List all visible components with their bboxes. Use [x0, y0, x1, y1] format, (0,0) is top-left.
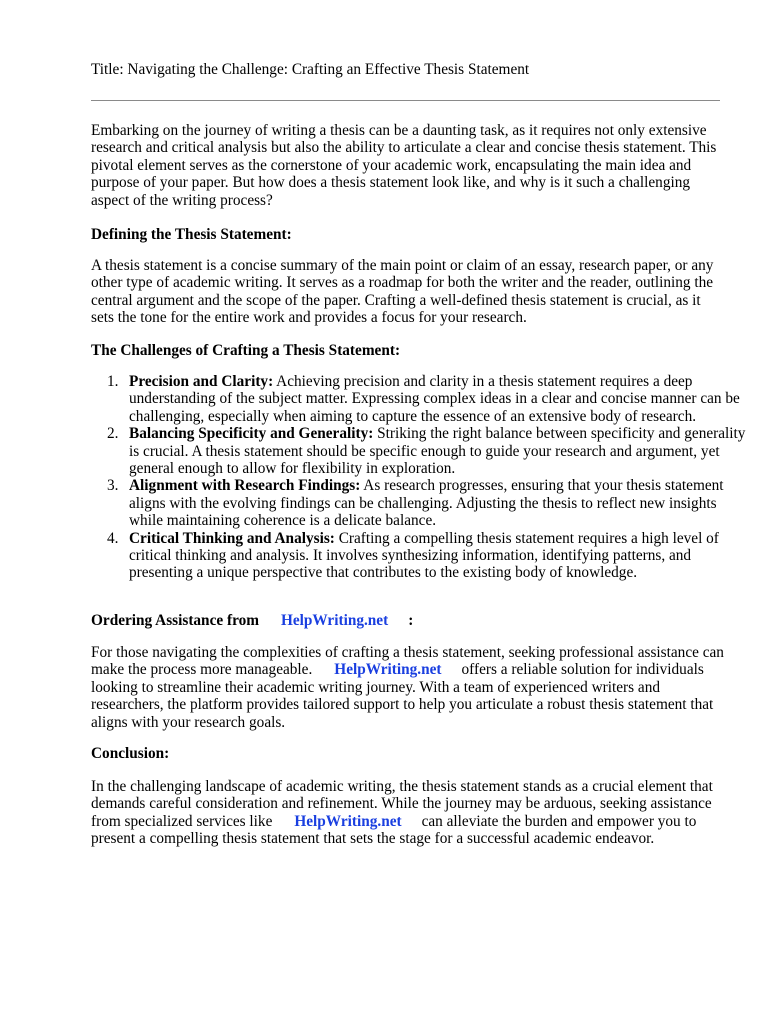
document-title: Title: Navigating the Challenge: Crafting an Effective Thesis Statement [91, 61, 530, 78]
ordering-heading-colon: : [408, 612, 414, 629]
defining-heading: Defining the Thesis Statement: [91, 226, 292, 243]
list-text: Striking the right balance between specificity and generality is crucial. A thesis statement should be specific enough to guide your research and argument, yet general enough to allow for flexibility in exploration. [129, 425, 746, 478]
conclusion-paragraph [91, 778, 727, 848]
list-number: 4. [107, 529, 119, 547]
ordering-heading [91, 612, 727, 629]
ordering-paragraph [91, 644, 727, 731]
list-term: Critical Thinking and Analysis: [129, 529, 335, 547]
ordering-text-after: offers a reliable solution for individuals looking to streamline their academic writing journey. With a team of experienced writers and researchers, the platform provides tailored support to help you articulate a robust thesis statement that aligns with your research goals. [91, 661, 714, 731]
list-number: 2. [107, 425, 119, 443]
title-divider [91, 100, 720, 101]
ordering-heading-text: Ordering Assistance from [91, 612, 259, 629]
conclusion-text-after: can alleviate the burden and empower you to present a compelling thesis statement that sets the stage for a successful academic endeavor. [91, 812, 697, 848]
list-text: Crafting a compelling thesis statement requires a high level of critical thinking and analysis. It involves synthesizing information, identifying patterns, and presenting a unique perspective that contributes to the existing body of knowledge. [129, 529, 719, 582]
defining-paragraph: A thesis statement is a concise summary of the main point or claim of an essay, research paper, or any other type of academic writing. It serves as a roadmap for both the writer and the reader, outlining the central argument and the scope of the paper. Crafting a well-defined thesis statement is crucial, as it sets the tone for the entire work and provides a focus for your research. [91, 257, 714, 327]
list-number: 1. [107, 373, 119, 390]
challenges-list [91, 373, 749, 582]
list-term: Precision and Clarity: [129, 373, 274, 390]
list-number: 3. [107, 477, 119, 495]
list-item [107, 529, 749, 582]
challenges-heading: The Challenges of Crafting a Thesis Statement: [91, 342, 401, 359]
ordering-text-before: For those navigating the complexities of crafting a thesis statement, seeking professional assistance can make the process more manageable. [91, 644, 724, 679]
list-item [107, 373, 749, 425]
conclusion-heading: Conclusion: [91, 745, 170, 762]
helpwriting-link[interactable]: HelpWriting.net [280, 612, 389, 629]
list-item [107, 425, 749, 478]
intro-paragraph: Embarking on the journey of writing a thesis can be a daunting task, as it requires not only extensive research and critical analysis but also the ability to articulate a clear and concise thesis statement. This pivotal element serves as the cornerstone of your academic work, encapsulating the main idea and purpose of your paper. But how does a thesis statement look like, and why is it such a challenging aspect of the writing process? [91, 122, 717, 209]
conclusion-text-before: In the challenging landscape of academic writing, the thesis statement stands as a crucial element that demands careful consideration and refinement. While the journey may be arduous, seeking assistance from specialized services like [91, 778, 713, 830]
list-term: Balancing Specificity and Generality: [129, 425, 374, 443]
list-text: Achieving precision and clarity in a thesis statement requires a deep understanding of the subject matter. Expressing complex ideas in a clear and concise manner can be challenging, especially when aiming to capture the essence of an extensive body of research. [129, 373, 740, 425]
list-term: Alignment with Research Findings: [129, 477, 361, 495]
list-text: As research progresses, ensuring that your thesis statement aligns with the evolving findings can be challenging. Adjusting the thesis to reflect new insights while maintaining coherence is a delicate balance. [129, 477, 724, 530]
list-item [107, 477, 749, 530]
helpwriting-link[interactable]: HelpWriting.net [294, 812, 402, 830]
helpwriting-link[interactable]: HelpWriting.net [334, 661, 442, 679]
